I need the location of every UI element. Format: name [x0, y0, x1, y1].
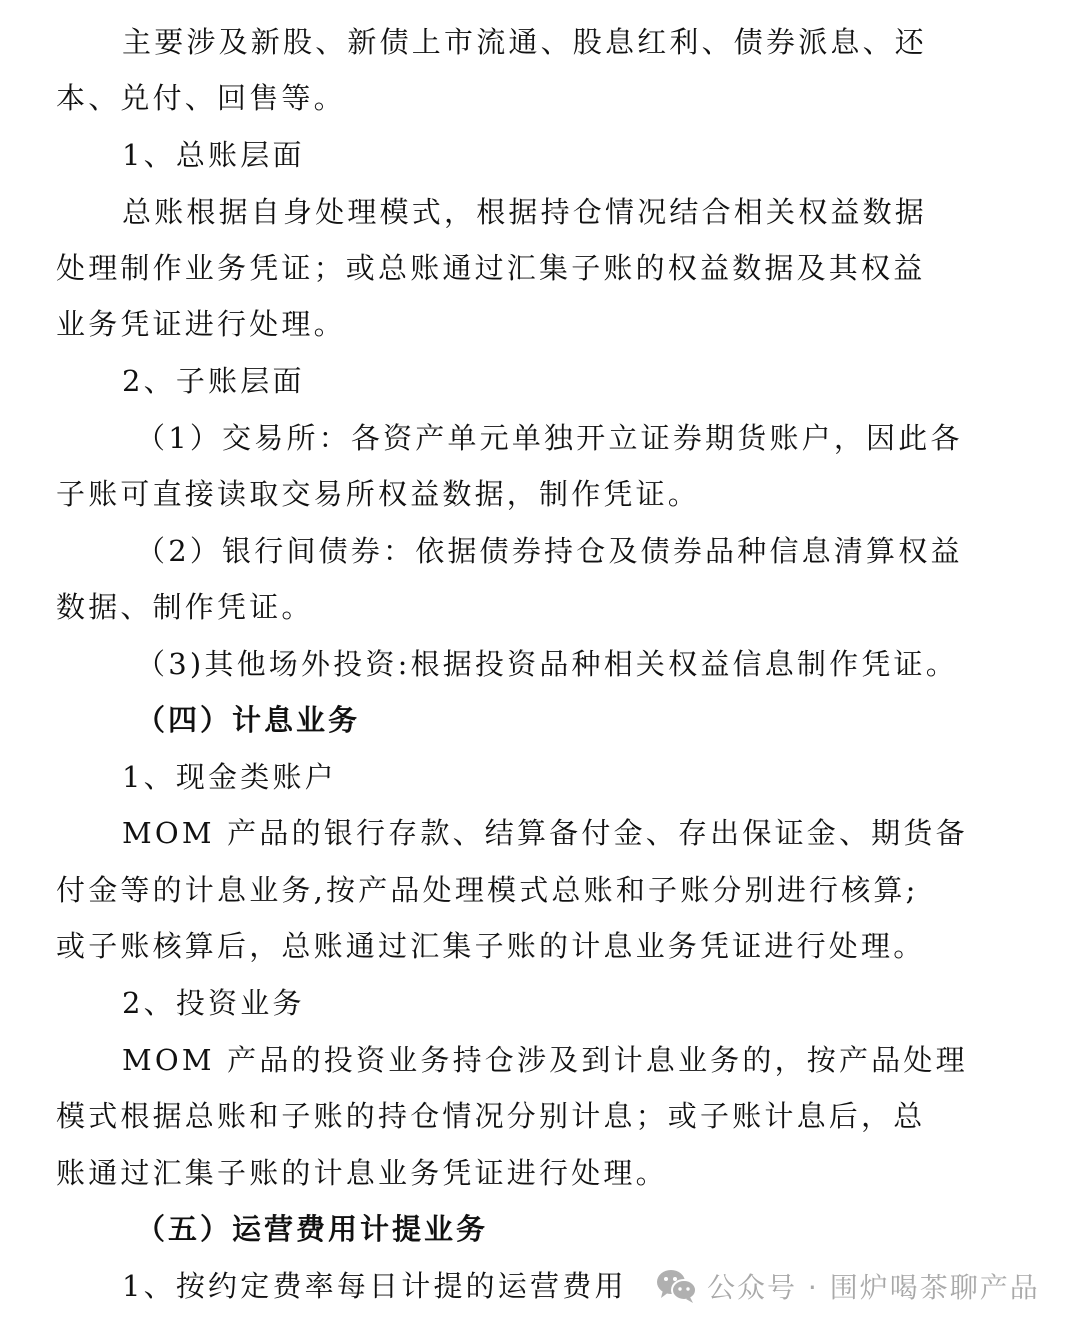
wechat-icon [655, 1268, 699, 1304]
paragraph-line: 本、兑付、回售等。 [56, 81, 346, 115]
paragraph-line: 付金等的计息业务,按产品处理模式总账和子账分别进行核算; [56, 873, 919, 907]
paragraph-line: （2）银行间债券：依据债券持仓及债券品种信息清算权益 [136, 534, 963, 568]
paragraph-line: 主要涉及新股、新债上市流通、股息红利、债券派息、还 [122, 25, 928, 59]
subheading-cash-accounts: 1、现金类账户 [122, 760, 337, 794]
paragraph-line: 或子账核算后，总账通过汇集子账的计息业务凭证进行处理。 [56, 929, 926, 963]
watermark [655, 1266, 1040, 1306]
section-heading-interest: （四）计息业务 [136, 703, 361, 737]
section-heading-operating-fees: （五）运营费用计提业务 [136, 1212, 489, 1246]
subheading-general-ledger: 1、总账层面 [122, 138, 305, 172]
paragraph-line: MOM 产品的银行存款、结算备付金、存出保证金、期货备 [122, 816, 968, 850]
paragraph-line: 账通过汇集子账的计息业务凭证进行处理。 [56, 1156, 668, 1190]
paragraph-line: （1）交易所：各资产单元单独开立证券期货账户，因此各 [136, 421, 963, 455]
subheading-daily-fees: 1、按约定费率每日计提的运营费用 [122, 1269, 627, 1303]
paragraph-line: 处理制作业务凭证；或总账通过汇集子账的权益数据及其权益 [56, 251, 926, 285]
paragraph-line: 总账根据自身处理模式，根据持仓情况结合相关权益数据 [122, 195, 928, 229]
paragraph-line: 模式根据总账和子账的持仓情况分别计息；或子账计息后，总 [56, 1099, 926, 1133]
subheading-sub-ledger: 2、子账层面 [122, 364, 305, 398]
paragraph-line: 子账可直接读取交易所权益数据，制作凭证。 [56, 477, 701, 511]
paragraph-line: （3)其他场外投资:根据投资品种相关权益信息制作凭证。 [136, 647, 958, 681]
watermark-text: 公众号 · 围炉喝茶聊产品 [707, 1271, 1040, 1304]
paragraph-line: MOM 产品的投资业务持仓涉及到计息业务的，按产品处理 [122, 1043, 968, 1077]
paragraph-line: 数据、制作凭证。 [56, 590, 314, 624]
paragraph-line: 业务凭证进行处理。 [56, 307, 346, 341]
subheading-investment: 2、投资业务 [122, 986, 305, 1020]
